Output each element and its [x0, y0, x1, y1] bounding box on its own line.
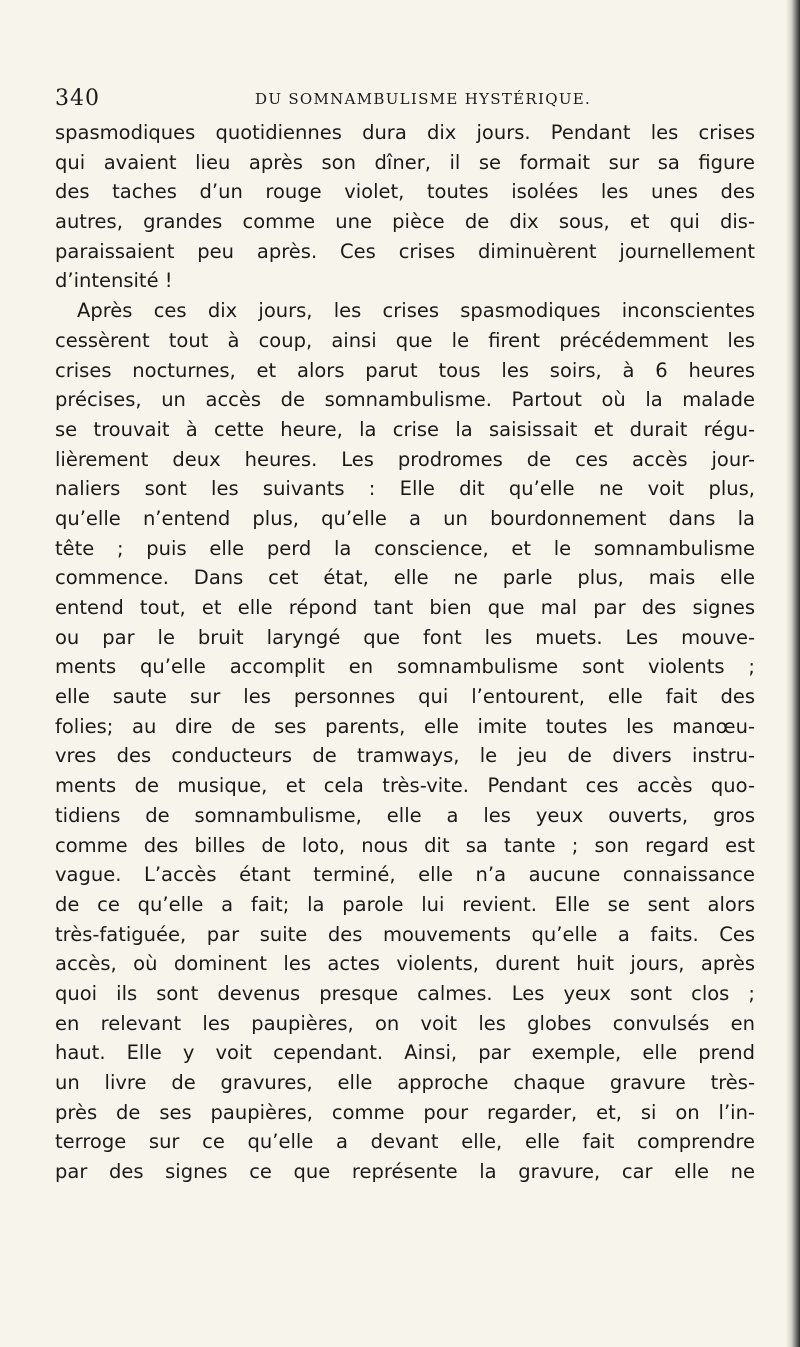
- text-line: précises, un accès de somnambulisme. Partout où la malade: [55, 388, 755, 412]
- text-line: ments de musique, et cela très-vite. Pendant ces accès quo-: [55, 774, 755, 798]
- text-line: crises nocturnes, et alors parut tous les soirs, à 6 heures: [55, 358, 755, 382]
- text-line: un livre de gravures, elle approche chaque gravure très-: [55, 1071, 755, 1094]
- text-line: cessèrent tout à coup, ainsi que le firent précédemment les: [55, 328, 755, 352]
- text-line: commence. Dans cet état, elle ne parle plus, mais elle: [55, 566, 755, 590]
- text-line: haut. Elle y voit cependant. Ainsi, par exemple, elle prend: [55, 1041, 755, 1065]
- text-line: près de ses paupières, comme pour regarder, et, si on l’in-: [55, 1100, 755, 1124]
- text-line: qu’elle n’entend plus, qu’elle a un bourdonnement dans la: [55, 506, 755, 530]
- body-text: [55, 118, 755, 1187]
- text-line: terroge sur ce qu’elle a devant elle, elle fait comprendre: [55, 1130, 755, 1154]
- page-edge-shadow: [786, 0, 800, 1347]
- text-line: d’intensité !: [55, 269, 173, 293]
- text-line: comme des billes de loto, nous dit sa tante ; son regard est: [55, 833, 755, 857]
- text-line: quoi ils sont devenus presque calmes. Les yeux sont clos ;: [55, 981, 755, 1005]
- text-line: par des signes ce que représente la gravure, car elle ne: [55, 1160, 755, 1184]
- text-line: tête ; puis elle perd la conscience, et le somnambulisme: [55, 536, 755, 560]
- text-line: lièrement deux heures. Les prodromes de ces accès jour-: [55, 447, 755, 471]
- text-line: entend tout, et elle répond tant bien que mal par des signes: [55, 596, 755, 619]
- text-line: folies; au dire de ses parents, elle imite toutes les manœu-: [55, 714, 755, 738]
- text-line: vres des conducteurs de tramways, le jeu de divers instru-: [55, 744, 755, 768]
- page-number: 340: [55, 86, 100, 111]
- text-line: très-fatiguée, par suite des mouvements qu’elle a faits. Ces: [55, 922, 755, 946]
- text-line: elle saute sur les personnes qui l’entourent, elle fait des: [55, 685, 755, 709]
- text-line: de ce qu’elle a fait; la parole lui revient. Elle se sent alors: [55, 892, 755, 916]
- text-line: qui avaient lieu après son dîner, il se formait sur sa figure: [55, 150, 755, 174]
- text-line: paraissaient peu après. Ces crises diminuèrent journellement: [55, 239, 755, 263]
- text-line: ments qu’elle accomplit en somnambulisme sont violents ;: [55, 655, 755, 679]
- text-line: accès, où dominent les actes violents, durent huit jours, après: [55, 952, 755, 976]
- text-line: en relevant les paupières, on voit les globes convulsés en: [55, 1011, 755, 1035]
- text-line: ou par le bruit laryngé que font les muets. Les mouve-: [55, 625, 755, 649]
- text-line: des taches d’un rouge violet, toutes isolées les unes des: [55, 180, 755, 204]
- text-line: Après ces dix jours, les crises spasmodiques inconscientes: [77, 299, 755, 323]
- page-header: [55, 86, 755, 110]
- text-line: tidiens de somnambulisme, elle a les yeux ouverts, gros: [55, 803, 755, 827]
- running-title: DU SOMNAMBULISME HYSTÉRIQUE.: [255, 90, 592, 108]
- text-line: se trouvait à cette heure, la crise la saisissait et durait régu-: [55, 417, 755, 441]
- text-line: autres, grandes comme une pièce de dix sous, et qui dis-: [55, 210, 755, 234]
- text-line: vague. L’accès étant terminé, elle n’a aucune connaissance: [55, 863, 755, 887]
- text-line: naliers sont les suivants : Elle dit qu’elle ne voit plus,: [55, 477, 755, 501]
- text-line: spasmodiques quotidiennes dura dix jours. Pendant les crises: [55, 121, 755, 144]
